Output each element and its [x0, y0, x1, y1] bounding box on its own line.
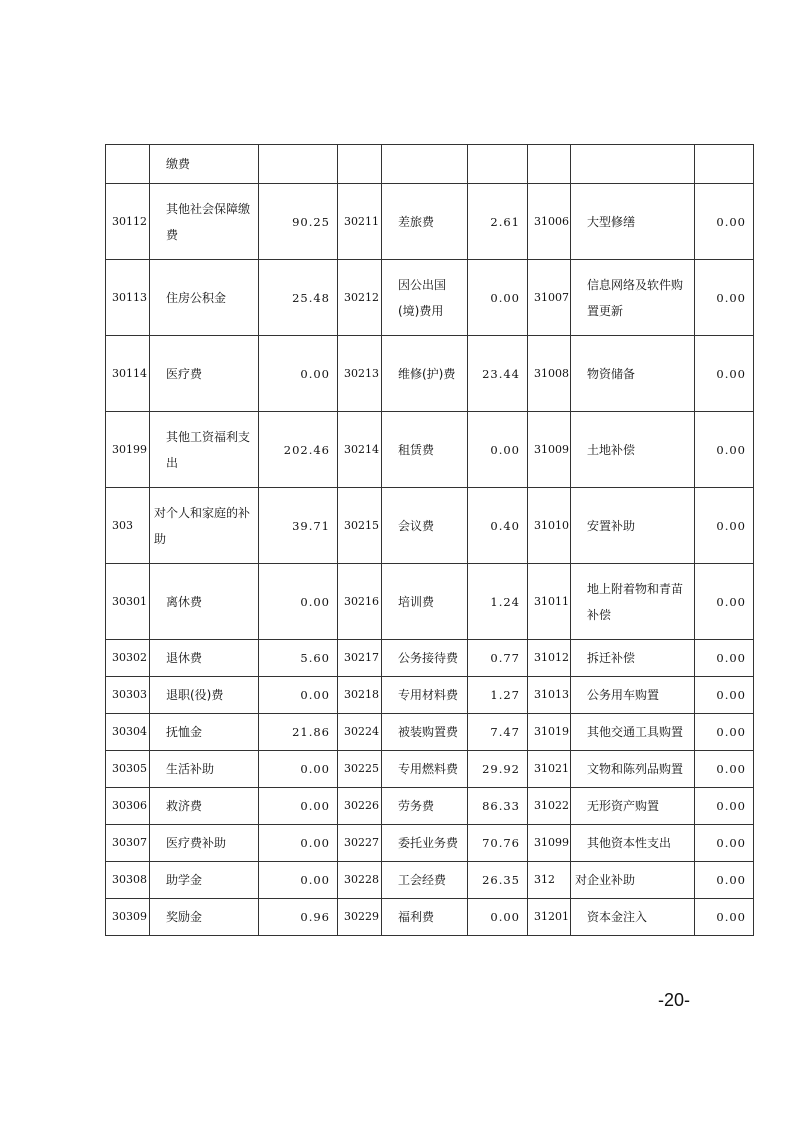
item-name-cell: 退休费	[150, 640, 259, 677]
item-name-cell: 救济费	[150, 788, 259, 825]
table-row	[106, 336, 754, 412]
amount-cell: 0.00	[259, 862, 338, 899]
item-name-cell: 其他资本性支出	[571, 825, 695, 862]
code-cell: 30211	[338, 184, 382, 260]
item-name-cell: 福利费	[382, 899, 468, 936]
amount-cell: 5.60	[259, 640, 338, 677]
table-row	[106, 145, 754, 184]
item-name-cell: 被装购置费	[382, 714, 468, 751]
amount-cell: 26.35	[468, 862, 528, 899]
item-name-cell: 专用燃料费	[382, 751, 468, 788]
amount-cell: 0.00	[695, 564, 754, 640]
code-cell: 30304	[106, 714, 150, 751]
code-cell: 30112	[106, 184, 150, 260]
code-cell: 30218	[338, 677, 382, 714]
item-name-cell: 离休费	[150, 564, 259, 640]
code-cell: 30302	[106, 640, 150, 677]
item-name-cell: 其他交通工具购置	[571, 714, 695, 751]
item-name-cell: 助学金	[150, 862, 259, 899]
amount-cell: 0.00	[695, 260, 754, 336]
amount-cell: 0.00	[695, 677, 754, 714]
code-cell	[106, 145, 150, 184]
amount-cell: 202.46	[259, 412, 338, 488]
amount-cell: 1.27	[468, 677, 528, 714]
item-name-cell	[382, 145, 468, 184]
amount-cell: 0.96	[259, 899, 338, 936]
item-name-cell: 缴费	[150, 145, 259, 184]
table-row	[106, 640, 754, 677]
item-name-cell: 文物和陈列品购置	[571, 751, 695, 788]
amount-cell: 0.00	[695, 751, 754, 788]
item-name-cell: 退职(役)费	[150, 677, 259, 714]
amount-cell: 0.00	[695, 336, 754, 412]
amount-cell: 0.00	[695, 714, 754, 751]
amount-cell: 0.00	[468, 260, 528, 336]
code-cell: 31008	[528, 336, 571, 412]
code-cell: 31011	[528, 564, 571, 640]
amount-cell: 25.48	[259, 260, 338, 336]
amount-cell: 0.00	[259, 336, 338, 412]
table-row	[106, 862, 754, 899]
code-cell: 31021	[528, 751, 571, 788]
code-cell: 30224	[338, 714, 382, 751]
code-cell: 31019	[528, 714, 571, 751]
item-name-cell: 对企业补助	[571, 862, 695, 899]
item-name-cell: 公务接待费	[382, 640, 468, 677]
item-name-cell: 因公出国(境)费用	[382, 260, 468, 336]
table-row	[106, 714, 754, 751]
code-cell: 30225	[338, 751, 382, 788]
amount-cell	[468, 145, 528, 184]
code-cell: 30215	[338, 488, 382, 564]
code-cell	[338, 145, 382, 184]
table-row	[106, 899, 754, 936]
page-number: -20-	[658, 990, 691, 1010]
amount-cell: 0.00	[259, 677, 338, 714]
budget-expenditure-table	[105, 144, 754, 936]
code-cell: 30199	[106, 412, 150, 488]
item-name-cell: 对个人和家庭的补助	[150, 488, 259, 564]
amount-cell: 29.92	[468, 751, 528, 788]
item-name-cell: 奖励金	[150, 899, 259, 936]
item-name-cell: 无形资产购置	[571, 788, 695, 825]
amount-cell: 0.00	[695, 488, 754, 564]
table-row	[106, 788, 754, 825]
code-cell: 31010	[528, 488, 571, 564]
code-cell: 312	[528, 862, 571, 899]
amount-cell: 0.00	[468, 412, 528, 488]
amount-cell: 0.00	[695, 862, 754, 899]
amount-cell: 0.00	[468, 899, 528, 936]
item-name-cell: 拆迁补偿	[571, 640, 695, 677]
item-name-cell: 抚恤金	[150, 714, 259, 751]
amount-cell: 86.33	[468, 788, 528, 825]
item-name-cell: 委托业务费	[382, 825, 468, 862]
code-cell: 31201	[528, 899, 571, 936]
item-name-cell: 其他社会保障缴费	[150, 184, 259, 260]
code-cell: 30306	[106, 788, 150, 825]
item-name-cell: 大型修缮	[571, 184, 695, 260]
code-cell: 31007	[528, 260, 571, 336]
amount-cell: 0.77	[468, 640, 528, 677]
amount-cell: 0.00	[695, 640, 754, 677]
code-cell: 31009	[528, 412, 571, 488]
code-cell: 31006	[528, 184, 571, 260]
code-cell: 30227	[338, 825, 382, 862]
amount-cell: 0.00	[259, 825, 338, 862]
table-row	[106, 825, 754, 862]
amount-cell: 0.00	[695, 825, 754, 862]
code-cell	[528, 145, 571, 184]
amount-cell: 39.71	[259, 488, 338, 564]
amount-cell: 90.25	[259, 184, 338, 260]
item-name-cell: 物资储备	[571, 336, 695, 412]
code-cell: 30113	[106, 260, 150, 336]
amount-cell: 0.00	[259, 788, 338, 825]
amount-cell: 0.00	[695, 412, 754, 488]
code-cell: 30305	[106, 751, 150, 788]
table-row	[106, 184, 754, 260]
item-name-cell: 工会经费	[382, 862, 468, 899]
code-cell: 30228	[338, 862, 382, 899]
item-name-cell: 安置补助	[571, 488, 695, 564]
code-cell: 31099	[528, 825, 571, 862]
amount-cell: 0.00	[695, 788, 754, 825]
amount-cell: 0.00	[259, 564, 338, 640]
table-row	[106, 751, 754, 788]
code-cell: 30226	[338, 788, 382, 825]
table-body	[106, 145, 754, 936]
item-name-cell: 租赁费	[382, 412, 468, 488]
code-cell: 30114	[106, 336, 150, 412]
code-cell: 30229	[338, 899, 382, 936]
amount-cell: 0.00	[259, 751, 338, 788]
item-name-cell: 住房公积金	[150, 260, 259, 336]
amount-cell: 0.00	[695, 899, 754, 936]
item-name-cell: 会议费	[382, 488, 468, 564]
item-name-cell: 培训费	[382, 564, 468, 640]
amount-cell	[259, 145, 338, 184]
code-cell: 303	[106, 488, 150, 564]
code-cell: 30217	[338, 640, 382, 677]
code-cell: 30301	[106, 564, 150, 640]
item-name-cell	[571, 145, 695, 184]
code-cell: 30216	[338, 564, 382, 640]
table-row	[106, 564, 754, 640]
amount-cell: 0.00	[695, 184, 754, 260]
item-name-cell: 医疗费	[150, 336, 259, 412]
code-cell: 31022	[528, 788, 571, 825]
item-name-cell: 维修(护)费	[382, 336, 468, 412]
item-name-cell: 医疗费补助	[150, 825, 259, 862]
amount-cell	[695, 145, 754, 184]
amount-cell: 21.86	[259, 714, 338, 751]
amount-cell: 70.76	[468, 825, 528, 862]
code-cell: 30212	[338, 260, 382, 336]
table-row	[106, 488, 754, 564]
item-name-cell: 劳务费	[382, 788, 468, 825]
amount-cell: 0.40	[468, 488, 528, 564]
item-name-cell: 专用材料费	[382, 677, 468, 714]
code-cell: 30309	[106, 899, 150, 936]
code-cell: 30307	[106, 825, 150, 862]
amount-cell: 7.47	[468, 714, 528, 751]
amount-cell: 1.24	[468, 564, 528, 640]
code-cell: 30214	[338, 412, 382, 488]
table-row	[106, 412, 754, 488]
amount-cell: 2.61	[468, 184, 528, 260]
code-cell: 30303	[106, 677, 150, 714]
item-name-cell: 土地补偿	[571, 412, 695, 488]
item-name-cell: 生活补助	[150, 751, 259, 788]
item-name-cell: 公务用车购置	[571, 677, 695, 714]
item-name-cell: 其他工资福利支出	[150, 412, 259, 488]
item-name-cell: 地上附着物和青苗补偿	[571, 564, 695, 640]
code-cell: 30213	[338, 336, 382, 412]
amount-cell: 23.44	[468, 336, 528, 412]
item-name-cell: 差旅费	[382, 184, 468, 260]
item-name-cell: 资本金注入	[571, 899, 695, 936]
table-row	[106, 677, 754, 714]
item-name-cell: 信息网络及软件购置更新	[571, 260, 695, 336]
code-cell: 31013	[528, 677, 571, 714]
code-cell: 30308	[106, 862, 150, 899]
table-row	[106, 260, 754, 336]
code-cell: 31012	[528, 640, 571, 677]
